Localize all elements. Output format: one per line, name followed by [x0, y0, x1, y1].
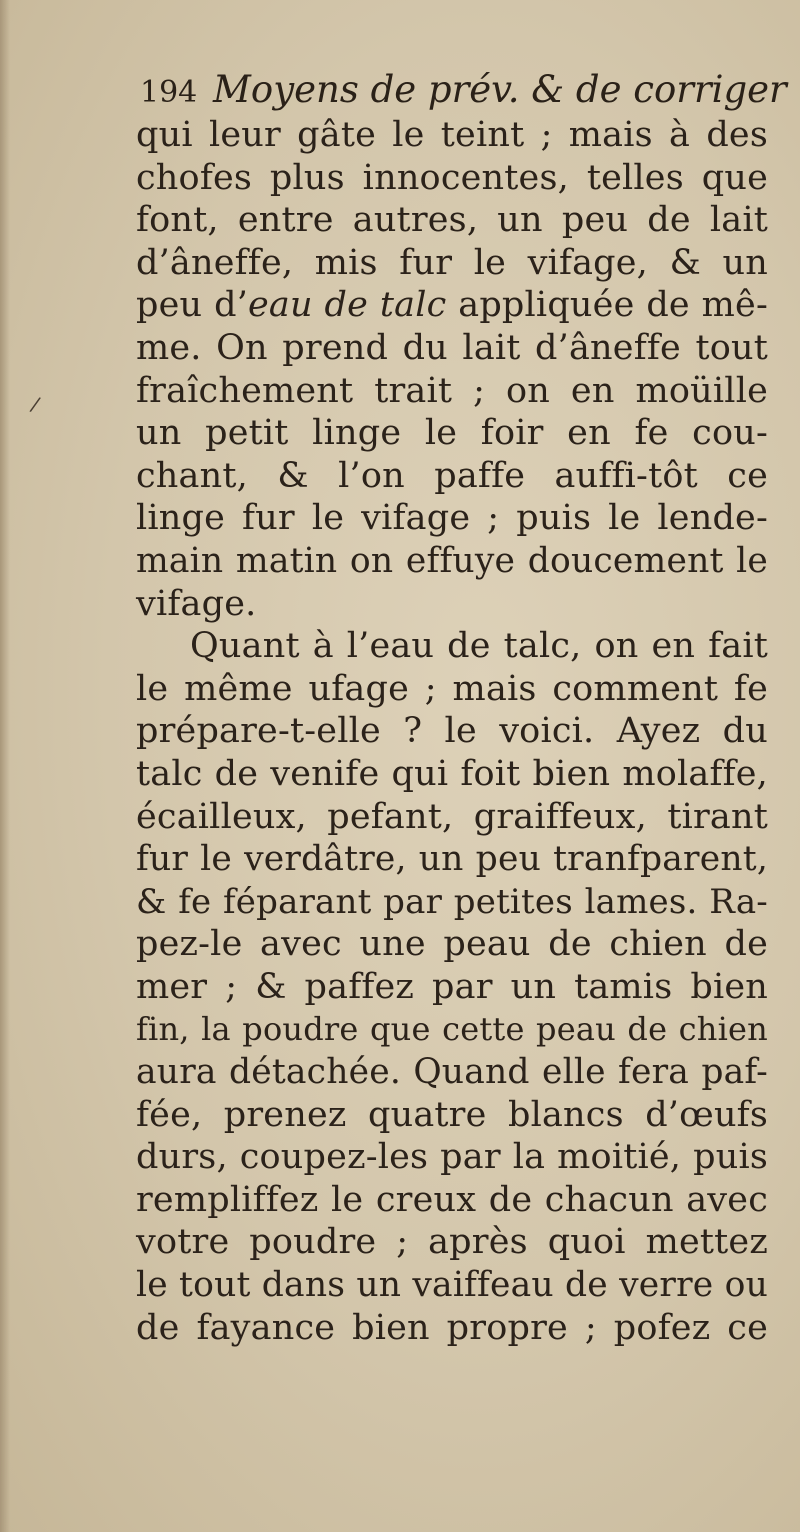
text-segment: peu d’ [136, 285, 249, 326]
italic-term: eau de talc [248, 285, 447, 326]
text-line: main matin on effuye doucement le [136, 540, 768, 581]
page-number: 194 [140, 75, 198, 110]
text-line: chant, & l’on paffe auffi-tôt ce [136, 455, 768, 496]
text-line: pez-le avec une peau de chien de [136, 924, 768, 965]
text-line: le même ufage ; mais comment fe [136, 668, 768, 709]
text-line: aura détachée. Quand elle fera paf- [136, 1052, 768, 1093]
text-line: linge fur le vifage ; puis le lende- [136, 498, 768, 539]
text-line: fin, la poudre que cette peau de chien [136, 1010, 768, 1049]
text-line: rempliffez le creux de chacun avec [136, 1179, 768, 1220]
text-line: prépare-t-elle ? le voici. Ayez du [136, 711, 768, 752]
text-line: font, entre autres, un peu de lait [136, 200, 768, 241]
text-line: fée, prenez quatre blancs d’œufs [136, 1094, 768, 1135]
text-line: fur le verdâtre, un peu tranfparent, [136, 839, 768, 880]
text-line: un petit linge le foir en fe cou- [136, 413, 768, 454]
margin-mark: / [28, 391, 43, 417]
running-title: Moyens de prév. & de corriger [213, 68, 787, 111]
text-line: & fe féparant par petites lames. Ra- [136, 881, 768, 922]
page-gutter-shadow [0, 0, 10, 1532]
body-text [136, 114, 768, 1349]
text-line: me. On prend du lait d’âneffe tout [136, 327, 768, 368]
text-line: mer ; & paffez par un tamis bien [136, 966, 768, 1007]
text-line: durs, coupez-les par la moitié, puis [136, 1137, 768, 1178]
text-line: vifage. [136, 583, 257, 624]
text-line [136, 284, 768, 327]
running-header [140, 62, 800, 118]
text-segment: appliquée de mê- [446, 285, 768, 326]
text-line: le tout dans un vaiffeau de verre ou [136, 1265, 768, 1306]
text-line: votre poudre ; après quoi mettez [136, 1222, 768, 1263]
text-line: de fayance bien propre ; pofez ce [136, 1307, 768, 1348]
text-line: qui leur gâte le teint ; mais à des [136, 115, 768, 155]
text-line: talc de venife qui foit bien molaffe, [136, 753, 768, 794]
text-line: écailleux, pefant, graiffeux, tirant [136, 796, 768, 837]
text-line: fraîchement trait ; on en moüille [136, 370, 768, 411]
text-line: chofes plus innocentes, telles que [136, 157, 768, 198]
text-line: Quant à l’eau de talc, on en fait [190, 626, 768, 667]
text-line: d’âneffe, mis fur le vifage, & un [136, 242, 768, 283]
